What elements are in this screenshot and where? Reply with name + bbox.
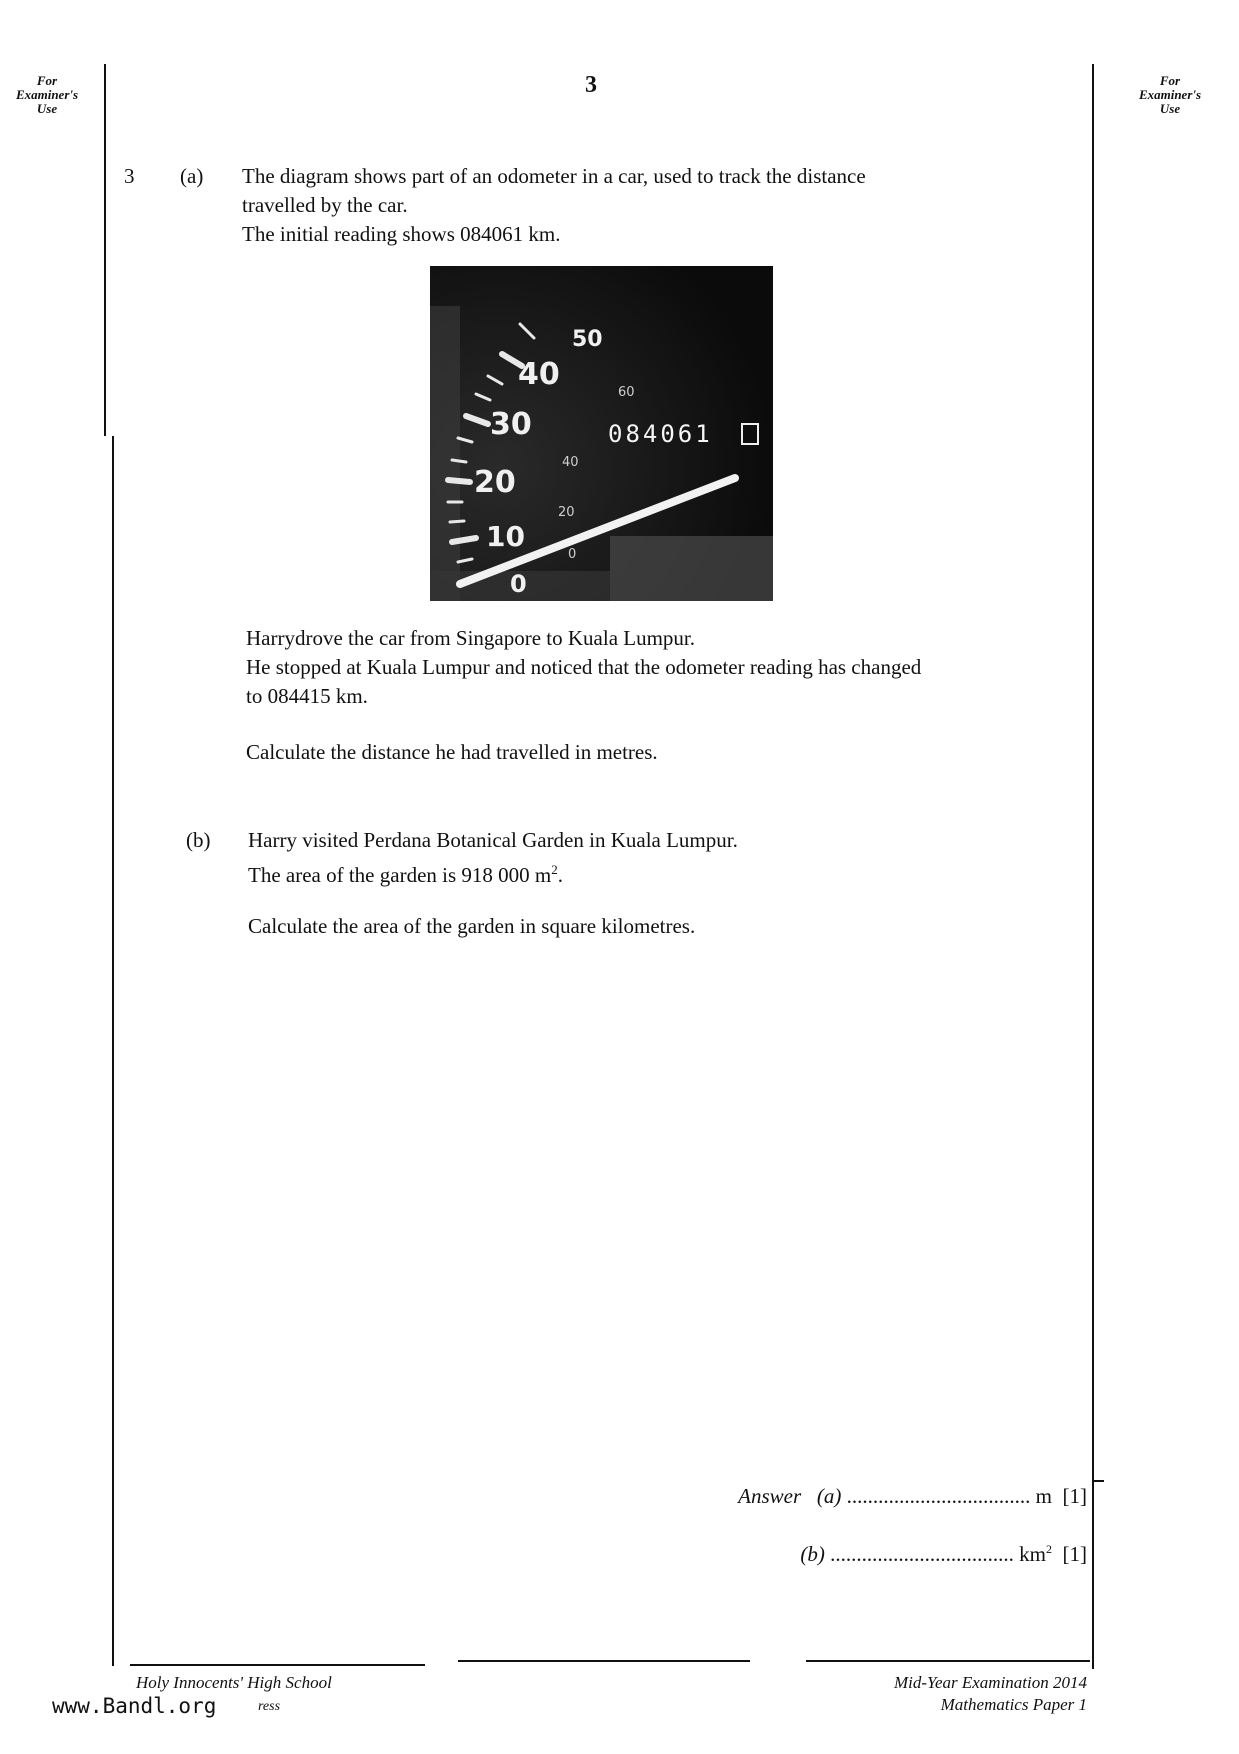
part-a-label: (a) [180, 164, 204, 188]
footer-paper-title: Mathematics Paper 1 [940, 1695, 1087, 1714]
answer-a-unit: m [1035, 1484, 1052, 1508]
left-examiner-use-label [2, 74, 92, 116]
dial-mark-10: 10 [486, 520, 525, 553]
left-label-line: Use [36, 101, 58, 116]
left-margin-rule-lower [112, 436, 114, 1666]
dial-mark-30: 30 [490, 407, 532, 442]
answer-b-marks: [1] [1062, 1542, 1087, 1566]
story-line: to 084415 km. [246, 684, 368, 708]
watermark: www.Bandl.org [52, 1694, 217, 1718]
right-label-line: For [1159, 73, 1181, 88]
footer-rule-left [130, 1664, 425, 1666]
inner-mark-60: 60 [618, 385, 635, 400]
odometer-photo [430, 266, 773, 601]
right-margin-tick [1092, 1480, 1104, 1482]
right-margin-rule [1092, 64, 1094, 1669]
answer-a-label: (a) [816, 1484, 842, 1508]
footer-exam-info [894, 1672, 1087, 1716]
part-a-instruction: Calculate the distance he had travelled in metres. [246, 740, 658, 764]
answer-b-line [800, 1542, 1087, 1567]
part-b-line [248, 855, 1088, 890]
inner-mark-0: 0 [568, 547, 577, 562]
odometer-reading: 084061 [608, 420, 713, 448]
story-line: He stopped at Kuala Lumpur and noticed that the odometer reading has changed [246, 655, 922, 679]
part-a-intro [242, 162, 1082, 249]
area-exponent: 2 [551, 862, 558, 877]
part-b-line: Harry visited Perdana Botanical Garden in Kuala Lumpur. [248, 828, 738, 852]
answer-word: Answer [738, 1484, 802, 1508]
answer-a-marks: [1] [1062, 1484, 1087, 1508]
part-b-text [248, 826, 1088, 890]
intro-line: The initial reading shows 084061 km. [242, 222, 561, 246]
inner-mark-20: 20 [558, 505, 575, 520]
part-b-instruction: Calculate the area of the garden in square kilometres. [248, 914, 696, 938]
part-a-story [246, 624, 1086, 711]
answer-b-blank[interactable]: ................................... [830, 1542, 1014, 1566]
answer-b-unit-exponent: 2 [1046, 1542, 1052, 1556]
answer-a-line [738, 1484, 1087, 1509]
left-label-line: Examiner's [15, 87, 79, 102]
footer-rule-right [806, 1660, 1090, 1662]
footer-school-partial: ress [258, 1699, 281, 1714]
story-line: Harrydrove the car from Singapore to Kuala Lumpur. [246, 626, 696, 650]
area-text: The area of the garden is 918 000 m [248, 863, 552, 887]
dial-top-partial: 50 [572, 327, 603, 352]
question-number: 3 [124, 164, 135, 188]
answer-b-unit: km [1019, 1542, 1046, 1566]
footer-exam-title: Mid-Year Examination 2014 [894, 1673, 1087, 1692]
right-label-line: Examiner's [1138, 87, 1202, 102]
answer-b-label: (b) [800, 1542, 825, 1566]
right-examiner-use-label [1107, 74, 1233, 116]
answer-a-blank[interactable]: ................................... [846, 1484, 1031, 1508]
inner-mark-40: 40 [562, 455, 579, 470]
footer-school-name: Holy Innocents' High School [136, 1673, 332, 1692]
part-b-label: (b) [186, 828, 211, 852]
left-label-line: For [36, 73, 58, 88]
area-period: . [557, 863, 563, 887]
footer-rule-middle [458, 1660, 750, 1662]
dial-mark-40: 40 [518, 357, 560, 392]
right-label-line: Use [1159, 101, 1181, 116]
dial-mark-0: 0 [510, 570, 527, 598]
page-number: 3 [585, 72, 597, 98]
left-margin-rule [104, 64, 106, 436]
intro-line: travelled by the car. [242, 193, 408, 217]
odometer-image [430, 266, 773, 601]
intro-line: The diagram shows part of an odometer in a car, used to track the distance [242, 164, 866, 188]
dial-mark-20: 20 [474, 465, 516, 500]
